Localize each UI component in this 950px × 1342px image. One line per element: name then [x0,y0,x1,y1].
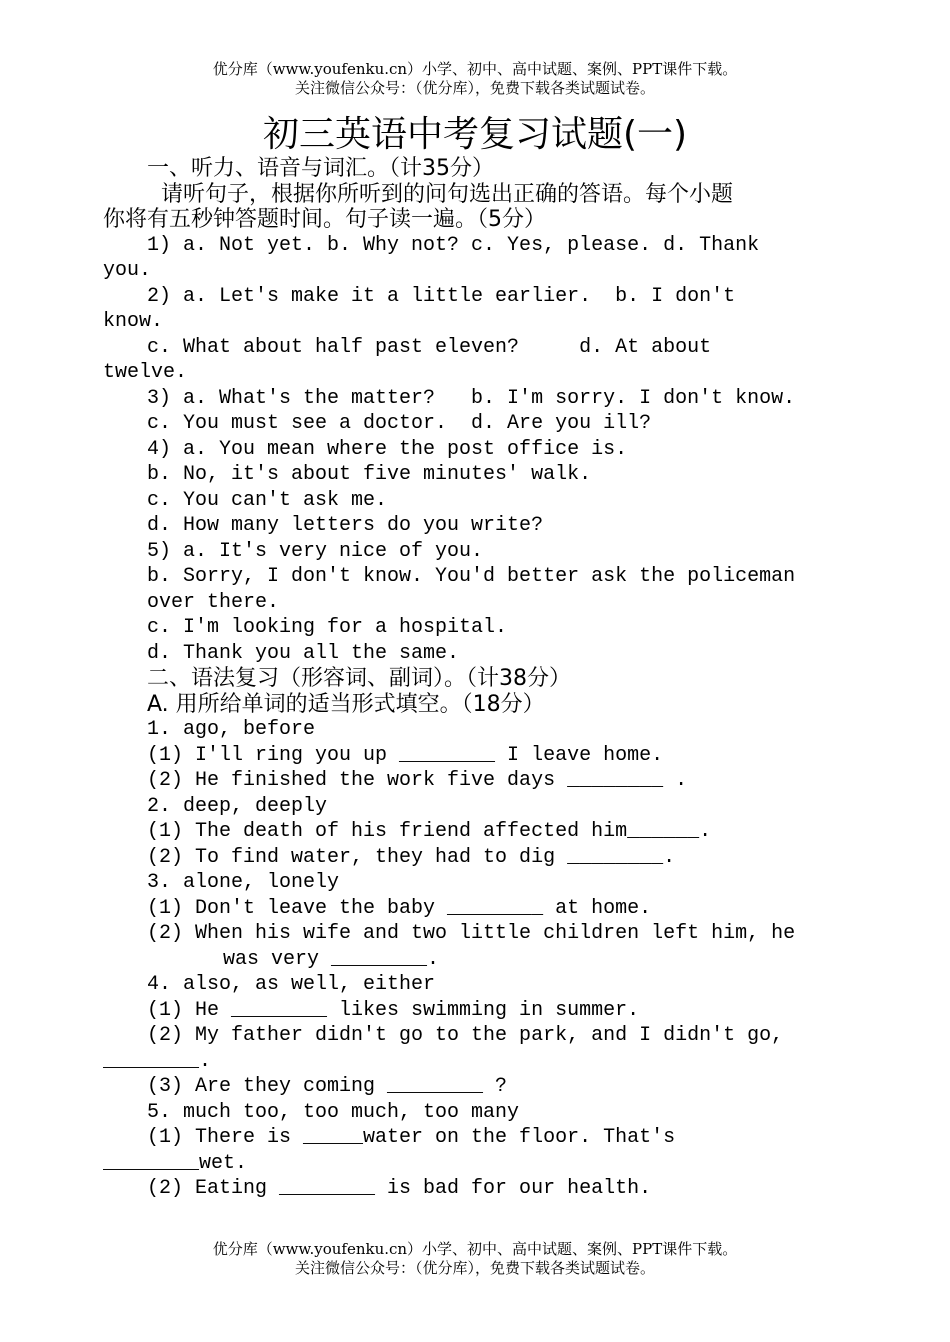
text-line: (3) Are they coming ________ ? [147,1075,508,1098]
text-line: c. You can't ask me. [147,488,388,512]
text-line: ________wet. [103,1151,248,1175]
text-line: twelve. [103,361,188,384]
text-line: 2. deep, deeply [147,794,328,818]
page-header [0,60,950,98]
text-line: (1) I'll ring you up ________ I leave home. [147,743,664,767]
text-line: (1) There is _____water on the floor. That's [147,1126,676,1149]
text-line: (2) When his wife and two little children left him, he [147,922,796,945]
footer-line-1: 优分库（www.youfenku.cn）小学、初中、高中试题、案例、PPT课件下载。 [212,1240,738,1258]
text-line: c. What about half past eleven? d. At about [147,335,712,359]
text-line: 5) a. It's very nice of you. [147,539,484,563]
text-line: 一、听力、语音与词汇。（计35分） [147,156,494,181]
text-line: b. Sorry, I don't know. You'd better ask the policeman [147,565,796,588]
text-line: A. 用所给单词的适当形式填空。（18分） [147,691,545,717]
text-line: you. [103,259,152,282]
page-footer [0,1240,950,1278]
text-line: d. Thank you all the same. [147,641,460,665]
text-line: 3. alone, lonely [147,871,340,894]
text-line: 二、语法复习（形容词、副词）。（计38分） [147,666,571,691]
text-line: c. I'm looking for a hospital. [147,616,508,639]
text-line: 2) a. Let's make it a little earlier. b. I don't [147,284,736,308]
text-line: (2) To find water, they had to dig ________. [147,845,676,869]
text-line: (2) He finished the work five days ________ . [147,769,688,792]
document-body [103,156,843,1202]
text-line: 4. also, as well, either [147,973,436,996]
text-line: (1) Don't leave the baby ________ at home. [147,896,652,920]
text-line: 5. much too, too much, too many [147,1100,520,1124]
text-line: (1) He ________ likes swimming in summer. [147,998,640,1022]
text-line: c. You must see a doctor. d. Are you ill? [147,412,652,435]
text-line: know. [103,310,164,333]
text-line: d. How many letters do you write? [147,514,544,537]
text-line: ________. [103,1049,212,1073]
footer-line-2: 关注微信公众号：（优分库），免费下载各类试题试卷。 [294,1259,655,1277]
text-line: (2) My father didn't go to the park, and I didn't go, [147,1024,784,1047]
text-line: 请听句子，根据你所听到的问句选出正确的答语。每个小题 [147,181,733,207]
document-title: 初三英语中考复习试题(一) [262,114,688,155]
text-line: over there. [147,590,280,614]
header-line-2: 关注微信公众号：（优分库），免费下载各类试题试卷。 [294,79,655,97]
text-line: 3) a. What's the matter? b. I'm sorry. I don't know. [147,386,796,410]
text-line: (1) The death of his friend affected him______. [147,820,712,843]
text-line: was very ________. [223,947,440,971]
text-line: (2) Eating ________ is bad for our health. [147,1177,652,1200]
text-line: b. No, it's about five minutes' walk. [147,463,592,486]
text-line: 1) a. Not yet. b. Why not? c. Yes, please. d. Thank [147,233,760,257]
text-line: 4) a. You mean where the post office is. [147,437,628,461]
text-line: 你将有五秒钟答题时间。句子读一遍。（5分） [103,207,546,232]
header-line-1: 优分库（www.youfenku.cn）小学、初中、高中试题、案例、PPT课件下载。 [212,60,738,78]
text-line: 1. ago, before [147,718,316,741]
